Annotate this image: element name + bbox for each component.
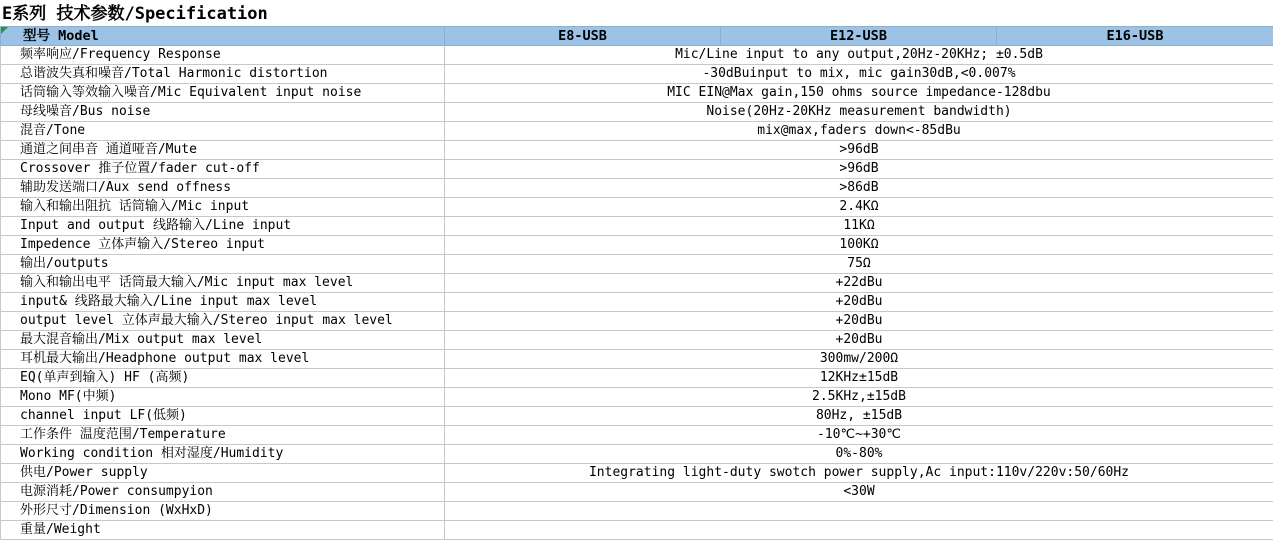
parameter-label[interactable]: 通道之间串音 通道哑音/Mute	[1, 141, 445, 160]
table-row	[1, 483, 1273, 502]
parameter-value[interactable]: Noise(20Hz-20KHz measurement bandwidth)	[445, 103, 1273, 122]
table-row	[1, 407, 1273, 426]
parameter-label[interactable]: Mono MF(中频)	[1, 388, 445, 407]
table-row	[1, 350, 1273, 369]
parameter-label[interactable]: 混音/Tone	[1, 122, 445, 141]
table-row	[1, 65, 1273, 84]
table-row	[1, 293, 1273, 312]
parameter-value[interactable]: 2.5KHz,±15dB	[445, 388, 1273, 407]
table-row	[1, 312, 1273, 331]
parameter-value[interactable]	[445, 521, 1273, 540]
parameter-label[interactable]: 耳机最大输出/Headphone output max level	[1, 350, 445, 369]
table-row	[1, 103, 1273, 122]
parameter-value[interactable]: +20dBu	[445, 293, 1273, 312]
parameter-value[interactable]: 80Hz, ±15dB	[445, 407, 1273, 426]
parameter-value[interactable]: 11KΩ	[445, 217, 1273, 236]
table-row	[1, 388, 1273, 407]
parameter-label[interactable]: 外形尺寸/Dimension (WxHxD)	[1, 502, 445, 521]
model-header-e16[interactable]: E16-USB	[997, 27, 1273, 46]
parameter-label[interactable]: channel input LF(低频)	[1, 407, 445, 426]
parameter-value[interactable]: >96dB	[445, 141, 1273, 160]
parameter-label[interactable]: 电源消耗/Power consumpyion	[1, 483, 445, 502]
parameter-label[interactable]: 重量/Weight	[1, 521, 445, 540]
parameter-value[interactable]: mix@max,faders down<-85dBu	[445, 122, 1273, 141]
table-row	[1, 331, 1273, 350]
table-row	[1, 217, 1273, 236]
parameter-label[interactable]: 输入和输出阻抗 话筒输入/Mic input	[1, 198, 445, 217]
table-row	[1, 274, 1273, 293]
table-row	[1, 179, 1273, 198]
table-row	[1, 502, 1273, 521]
parameter-value[interactable]: <30W	[445, 483, 1273, 502]
parameter-value[interactable]: Integrating light-duty swotch power supply,Ac input:110v/220v:50/60Hz	[445, 464, 1273, 483]
model-header-e12[interactable]: E12-USB	[721, 27, 997, 46]
parameter-label[interactable]: 输入和输出电平 话筒最大输入/Mic input max level	[1, 274, 445, 293]
parameter-value[interactable]: +22dBu	[445, 274, 1273, 293]
parameter-label[interactable]: 工作条件 温度范围/Temperature	[1, 426, 445, 445]
parameter-value[interactable]: >86dB	[445, 179, 1273, 198]
parameter-value[interactable]: -10℃~+30℃	[445, 426, 1273, 445]
parameter-value[interactable]: 2.4KΩ	[445, 198, 1273, 217]
parameter-label[interactable]: input& 线路最大输入/Line input max level	[1, 293, 445, 312]
parameter-label[interactable]: 母线噪音/Bus noise	[1, 103, 445, 122]
table-row	[1, 160, 1273, 179]
parameter-label[interactable]: 总谐波失真和噪音/Total Harmonic distortion	[1, 65, 445, 84]
sheet-title: E系列 技术参数/Specification	[2, 4, 268, 24]
parameter-label[interactable]: 供电/Power supply	[1, 464, 445, 483]
parameter-label[interactable]: Input and output 线路输入/Line input	[1, 217, 445, 236]
parameter-value[interactable]: MIC EIN@Max gain,150 ohms source impedance-128dbu	[445, 84, 1273, 103]
model-label: 型号 Model	[23, 28, 99, 44]
parameter-label[interactable]: 辅助发送端口/Aux send offness	[1, 179, 445, 198]
parameter-label[interactable]: output level 立体声最大输入/Stereo input max level	[1, 312, 445, 331]
table-row	[1, 141, 1273, 160]
parameter-label[interactable]: 话筒输入等效输入噪音/Mic Equivalent input noise	[1, 84, 445, 103]
table-row	[1, 84, 1273, 103]
table-row	[1, 464, 1273, 483]
parameter-label[interactable]: 频率响应/Frequency Response	[1, 46, 445, 65]
table-row	[1, 122, 1273, 141]
parameter-label[interactable]: 最大混音输出/Mix output max level	[1, 331, 445, 350]
table-row	[1, 255, 1273, 274]
table-row	[1, 236, 1273, 255]
table-row	[1, 521, 1273, 540]
parameter-label[interactable]: Impedence 立体声输入/Stereo input	[1, 236, 445, 255]
parameter-value[interactable]: 75Ω	[445, 255, 1273, 274]
parameter-value[interactable]: >96dB	[445, 160, 1273, 179]
parameter-value[interactable]: +20dBu	[445, 331, 1273, 350]
header-row	[1, 27, 1273, 46]
parameter-label[interactable]: EQ(单声到输入) HF (高频)	[1, 369, 445, 388]
parameter-value[interactable]: +20dBu	[445, 312, 1273, 331]
table-row	[1, 369, 1273, 388]
parameter-value[interactable]: 0%-80%	[445, 445, 1273, 464]
parameter-label[interactable]: Crossover 推子位置/fader cut-off	[1, 160, 445, 179]
parameter-value[interactable]: 100KΩ	[445, 236, 1273, 255]
table-row	[1, 46, 1273, 65]
table-row	[1, 445, 1273, 464]
table-row	[1, 426, 1273, 445]
parameter-value[interactable]: -30dBuinput to mix, mic gain30dB,<0.007%	[445, 65, 1273, 84]
parameter-value[interactable]: 12KHz±15dB	[445, 369, 1273, 388]
parameter-value[interactable]: 300mw/200Ω	[445, 350, 1273, 369]
model-header-e8[interactable]: E8-USB	[445, 27, 721, 46]
parameter-value[interactable]	[445, 502, 1273, 521]
parameter-label[interactable]: Working condition 相对湿度/Humidity	[1, 445, 445, 464]
parameter-value[interactable]: Mic/Line input to any output,20Hz-20KHz; ±0.5dB	[445, 46, 1273, 65]
model-label-cell[interactable]	[1, 27, 445, 46]
cell-selection-marker	[1, 27, 8, 34]
table-row	[1, 198, 1273, 217]
specification-table	[0, 26, 1273, 540]
parameter-label[interactable]: 输出/outputs	[1, 255, 445, 274]
